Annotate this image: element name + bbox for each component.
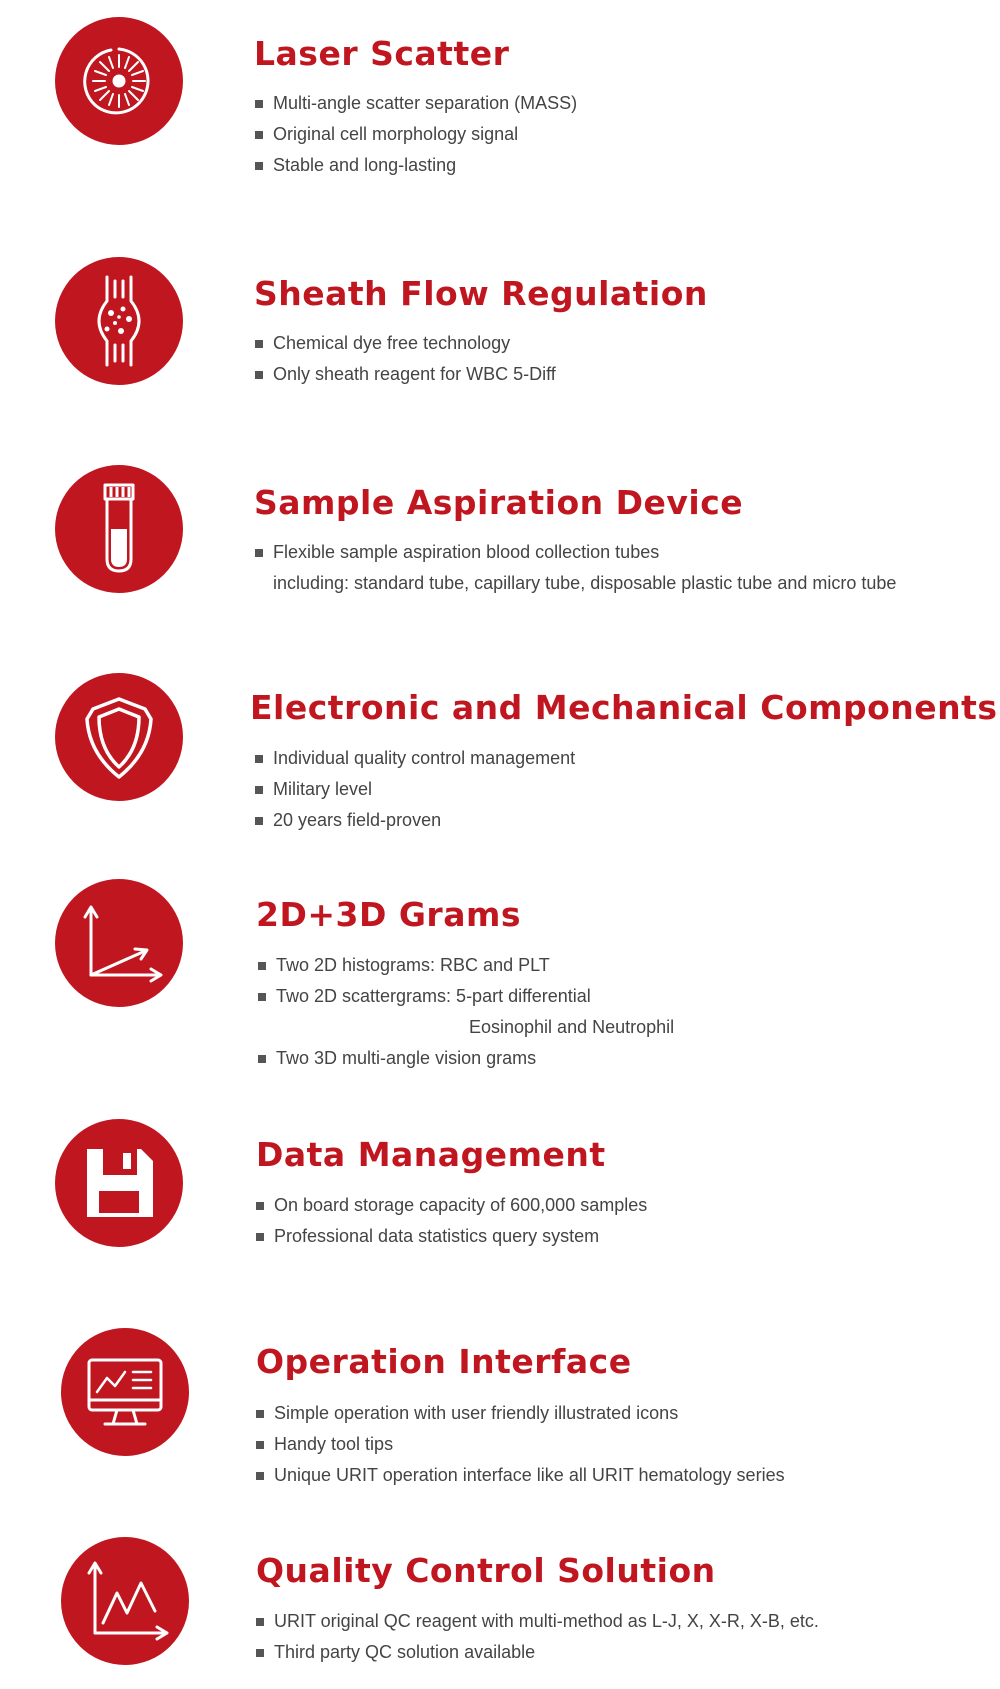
bullet-item: Two 2D scattergrams: 5-part differential (258, 981, 674, 1012)
shield-icon (55, 673, 183, 801)
bullet-continuation: including: standard tube, capillary tube, disposable plastic tube and micro tube (273, 573, 897, 593)
feature-title: Sample Aspiration Device (254, 483, 744, 522)
bullet-item: Simple operation with user friendly illustrated icons (256, 1398, 785, 1429)
bullet-item: Individual quality control management (255, 743, 575, 774)
feature-bullets (256, 1398, 785, 1491)
feature-bullets (255, 88, 577, 181)
monitor-icon (61, 1328, 189, 1456)
laser-scatter-icon (55, 17, 183, 145)
bullet-item: Flexible sample aspiration blood collection tubes (255, 537, 896, 568)
feature-title: Laser Scatter (254, 34, 510, 73)
feature-title: Electronic and Mechanical Components (250, 688, 998, 727)
bullet-item: Unique URIT operation interface like all URIT hematology series (256, 1460, 785, 1491)
bullet-item: Two 2D histograms: RBC and PLT (258, 950, 674, 981)
feature-title: Operation Interface (256, 1342, 632, 1381)
sheath-flow-icon (55, 257, 183, 385)
bullet-item: Chemical dye free technology (255, 328, 556, 359)
feature-title: Sheath Flow Regulation (254, 274, 708, 313)
bullet-item: Original cell morphology signal (255, 119, 577, 150)
bullet-item: Professional data statistics query system (256, 1221, 647, 1252)
bullet-continuation: Eosinophil and Neutrophil (469, 1017, 675, 1037)
bullet-item: On board storage capacity of 600,000 samples (256, 1190, 647, 1221)
bullet-item: Handy tool tips (256, 1429, 785, 1460)
bullet-item: Only sheath reagent for WBC 5-Diff (255, 359, 556, 390)
feature-bullets (255, 743, 575, 836)
bullet-item: URIT original QC reagent with multi-method as L-J, X, X-R, X-B, etc. (256, 1606, 819, 1637)
feature-bullets (255, 328, 556, 390)
bullet-item: Military level (255, 774, 575, 805)
bullet-item: Two 3D multi-angle vision grams (258, 1043, 674, 1074)
bullet-item: Stable and long-lasting (255, 150, 577, 181)
feature-title: 2D+3D Grams (256, 895, 522, 934)
feature-bullets (256, 1190, 647, 1252)
feature-title: Quality Control Solution (256, 1551, 716, 1590)
feature-bullets (258, 950, 674, 1074)
feature-bullets (256, 1606, 819, 1668)
qc-chart-icon (61, 1537, 189, 1665)
test-tube-icon (55, 465, 183, 593)
feature-bullets (255, 537, 896, 599)
floppy-disk-icon (55, 1119, 183, 1247)
bullet-item: 20 years field-proven (255, 805, 575, 836)
bullet-item: Multi-angle scatter separation (MASS) (255, 88, 577, 119)
bullet-item: Third party QC solution available (256, 1637, 819, 1668)
axes-chart-icon (55, 879, 183, 1007)
feature-title: Data Management (256, 1135, 606, 1174)
